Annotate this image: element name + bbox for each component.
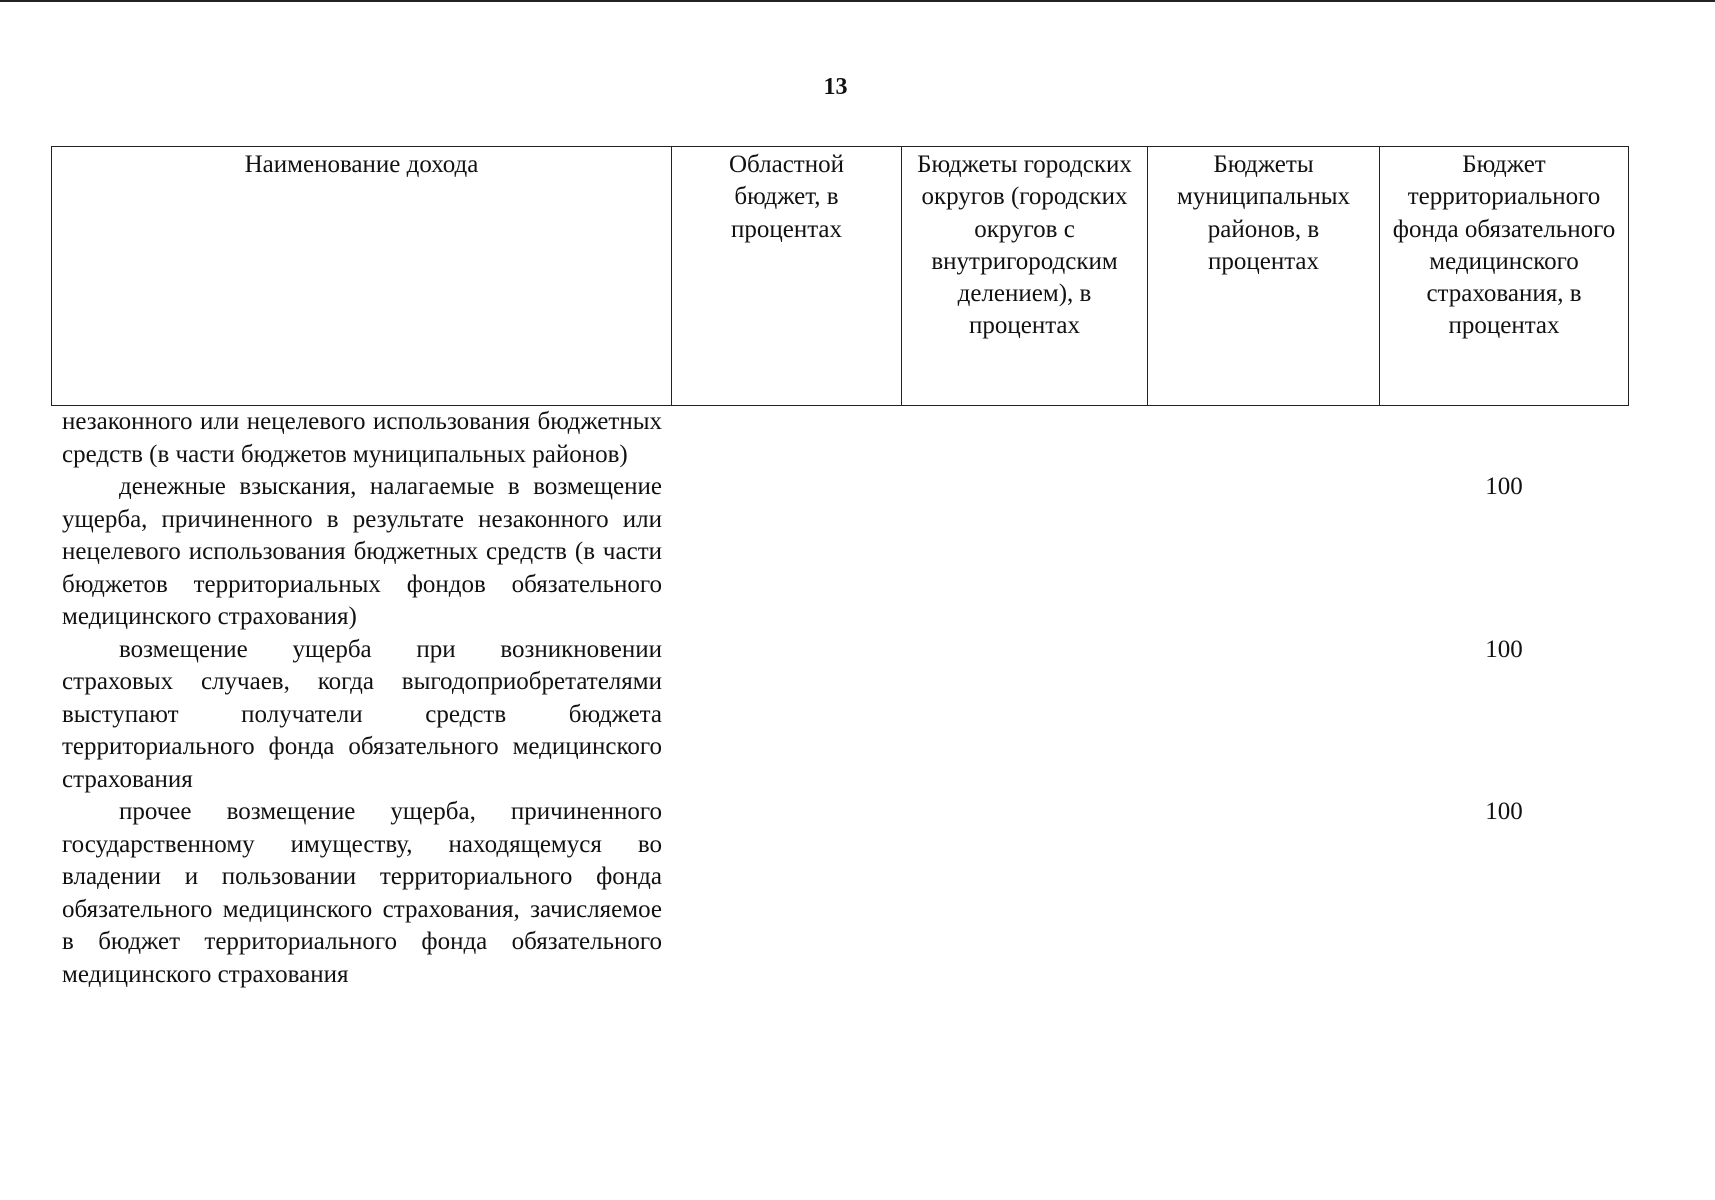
revenue-name-cell: незаконного или нецелевого использования бюджетных средств (в части бюджетов муниципальных районов) bbox=[62, 408, 662, 468]
header-revenue-name: Наименование дохода bbox=[52, 147, 672, 406]
header-city-district-budgets: Бюджеты городских округов (городских округов с внутригородским делением), в процентах bbox=[902, 147, 1148, 406]
table-row bbox=[51, 406, 1628, 471]
page-number: 13 bbox=[823, 74, 848, 100]
tfoms-value-cell: 100 bbox=[1485, 635, 1523, 663]
tfoms-value-cell: 100 bbox=[1485, 798, 1523, 825]
revenue-table-body bbox=[51, 406, 1628, 991]
header-row bbox=[52, 147, 1629, 406]
revenue-name-cell: возмещение ущерба при возникновении страховых случаев, когда выгодоприобретателями выступают получатели средств бюджета территориального фонда обязательного медицинского страхования bbox=[62, 635, 662, 793]
revenue-table-header bbox=[51, 146, 1629, 406]
tfoms-value-cell: 100 bbox=[1485, 473, 1523, 500]
table-row bbox=[51, 634, 1628, 797]
header-municipal-district-budgets: Бюджеты муниципальных районов, в процентах bbox=[1148, 147, 1380, 406]
table-row bbox=[51, 471, 1628, 634]
revenue-name-cell: прочее возмещение ущерба, причиненного государственному имуществу, находящемуся во владении и пользовании территориального фонда обязательного медицинского страхования, зачисляемое в бюджет территориального фонда обязательного медицинского страхования bbox=[62, 798, 662, 988]
header-regional-budget: Областной бюджет, в процентах bbox=[672, 147, 902, 406]
header-tfoms-budget: Бюджет территориального фонда обязательного медицинского страхования, в процентах bbox=[1380, 147, 1629, 406]
revenue-name-cell: денежные взыскания, налагаемые в возмещение ущерба, причиненного в результате незаконного или нецелевого использования бюджетных средств (в части бюджетов территориальных фондов обязательного медицинского страхования) bbox=[62, 473, 662, 630]
table-row bbox=[51, 796, 1628, 991]
page-top-border bbox=[0, 0, 1715, 2]
